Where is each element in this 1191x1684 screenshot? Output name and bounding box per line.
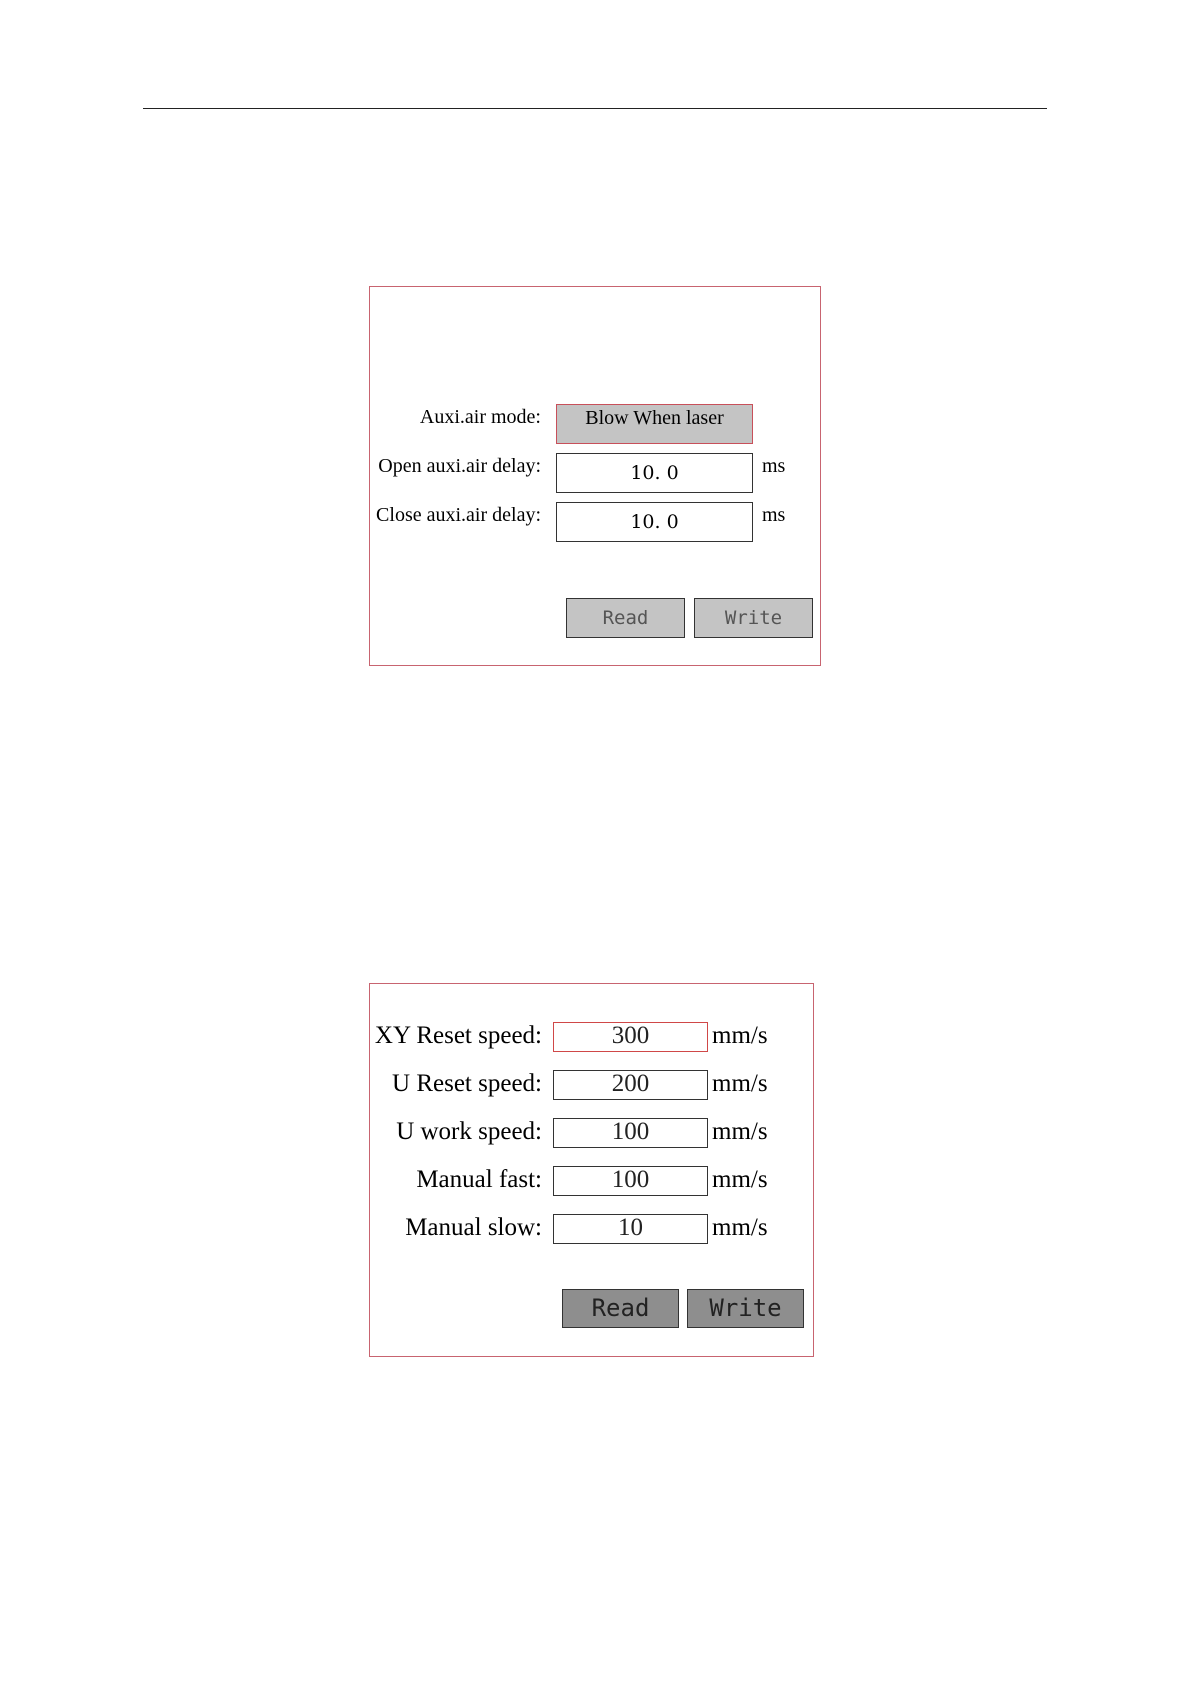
close-auxi-air-delay-label: Close auxi.air delay:: [376, 504, 541, 526]
xy-reset-speed-label: XY Reset speed:: [374, 1022, 542, 1049]
u-work-speed-input[interactable]: 100: [553, 1118, 708, 1148]
manual-slow-unit: mm/s: [712, 1214, 768, 1241]
auxi-air-mode-label: Auxi.air mode:: [419, 406, 541, 428]
open-auxi-air-delay-input[interactable]: 10. 0: [556, 453, 753, 493]
auxi-air-settings-panel: [369, 286, 821, 666]
open-auxi-air-delay-unit: ms: [762, 455, 786, 477]
read-button[interactable]: Read: [562, 1289, 679, 1328]
write-button[interactable]: Write: [687, 1289, 804, 1328]
xy-reset-speed-input[interactable]: 300: [553, 1022, 708, 1052]
u-work-speed-label: U work speed:: [396, 1118, 542, 1145]
manual-fast-label: Manual fast:: [416, 1166, 542, 1193]
speed-settings-panel: [369, 983, 814, 1357]
close-auxi-air-delay-unit: ms: [762, 504, 786, 526]
u-reset-speed-unit: mm/s: [712, 1070, 768, 1097]
u-reset-speed-input[interactable]: 200: [553, 1070, 708, 1100]
header-rule: [143, 108, 1047, 109]
write-button[interactable]: Write: [694, 598, 813, 638]
manual-slow-input[interactable]: 10: [553, 1214, 708, 1244]
open-auxi-air-delay-label: Open auxi.air delay:: [378, 455, 541, 477]
u-work-speed-unit: mm/s: [712, 1118, 768, 1145]
auxi-air-mode-select[interactable]: Blow When laser: [556, 404, 753, 444]
manual-fast-input[interactable]: 100: [553, 1166, 708, 1196]
read-button[interactable]: Read: [566, 598, 685, 638]
manual-fast-unit: mm/s: [712, 1166, 768, 1193]
xy-reset-speed-unit: mm/s: [712, 1022, 768, 1049]
u-reset-speed-label: U Reset speed:: [392, 1070, 542, 1097]
manual-slow-label: Manual slow:: [405, 1214, 542, 1241]
close-auxi-air-delay-input[interactable]: 10. 0: [556, 502, 753, 542]
